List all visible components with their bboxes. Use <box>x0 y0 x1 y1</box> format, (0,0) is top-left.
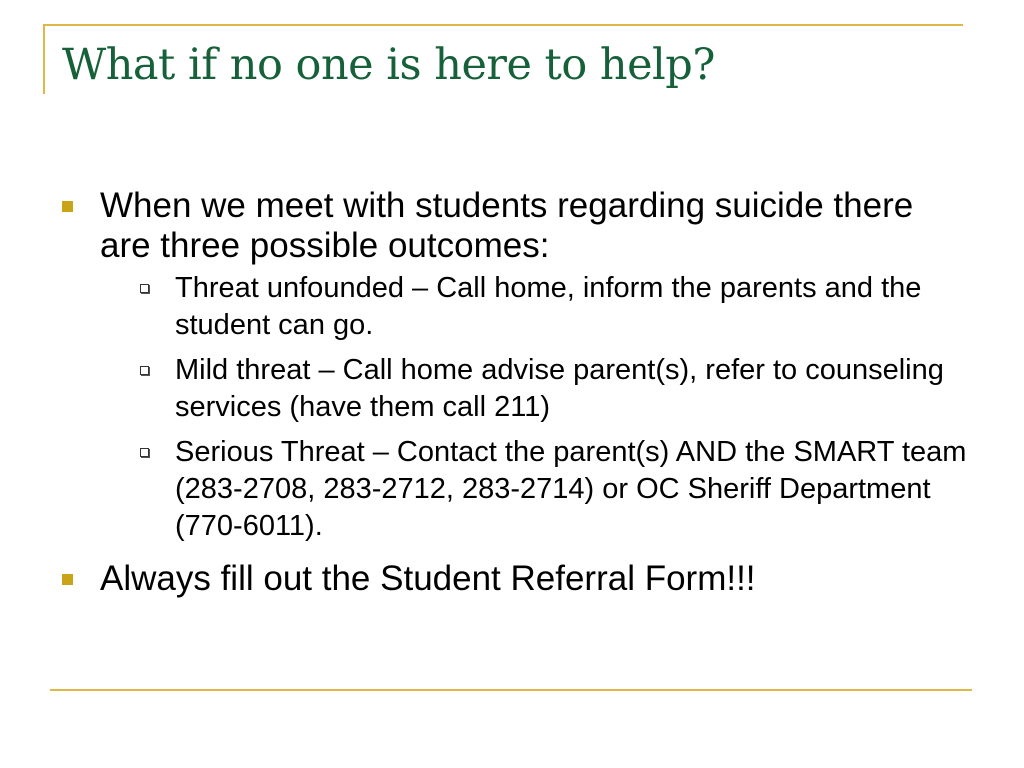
hollow-square-bullet-icon <box>140 284 149 293</box>
sub-bullet-text: Threat unfounded – Call home, inform the parents and the student can go. <box>175 272 922 341</box>
sub-bullet-item-serious <box>100 434 967 545</box>
bullet-text: When we meet with students regarding suicide there are three possible outcomes: <box>100 186 914 265</box>
hollow-square-bullet-icon <box>140 448 149 457</box>
bullet-item-outcomes <box>62 186 967 545</box>
sub-bullet-list <box>100 270 967 545</box>
hollow-square-bullet-icon <box>140 366 149 375</box>
top-rule-line <box>43 24 963 26</box>
sub-bullet-item-unfounded <box>100 270 967 344</box>
sub-bullet-item-mild <box>100 352 967 426</box>
square-bullet-icon <box>62 574 73 585</box>
bullet-text: Always fill out the Student Referral Form!!! <box>100 559 756 598</box>
sub-bullet-text: Mild threat – Call home advise parent(s), refer to counseling services (have them call 211) <box>175 354 944 423</box>
left-rule-line <box>43 24 45 94</box>
square-bullet-icon <box>62 201 73 212</box>
bullet-item-referral-form <box>62 559 967 599</box>
bottom-rule-line <box>50 689 972 691</box>
slide-body <box>62 186 967 609</box>
sub-bullet-text: Serious Threat – Contact the parent(s) AND the SMART team (283-2708, 283-2712, 283-2714) or OC Sheriff Department (770-6011). <box>175 436 967 542</box>
slide-title: What if no one is here to help? <box>62 40 715 90</box>
